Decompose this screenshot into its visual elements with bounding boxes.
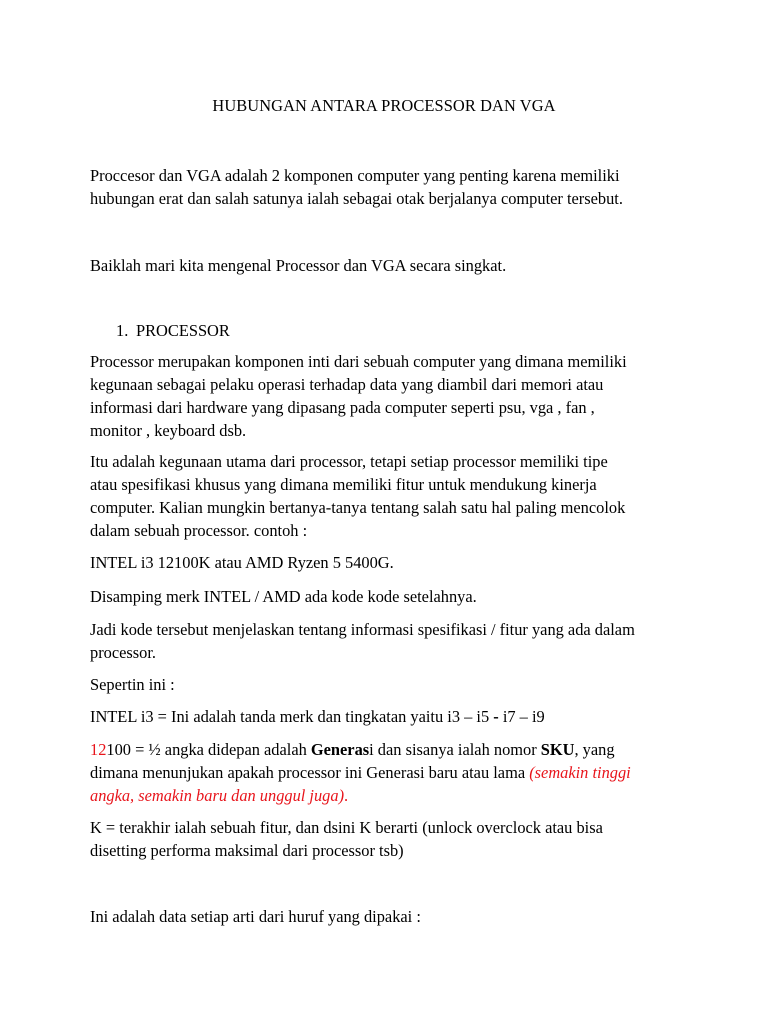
section-number: 1. bbox=[116, 321, 129, 340]
sku-bold-sku: SKU bbox=[540, 740, 575, 759]
para1-line-3: informasi dari hardware yang dipasang pada computer seperti psu, vga , fan , bbox=[90, 398, 595, 417]
intel-line bbox=[90, 705, 545, 728]
document-title: HUBUNGAN ANTARA PROCESSOR DAN VGA bbox=[212, 96, 556, 115]
sku-line-3 bbox=[90, 784, 348, 807]
para2-line-3: computer. Kalian mungkin bertanya-tanya tentang salah satu hal paling mencolok bbox=[90, 498, 626, 517]
example-line: INTEL i3 12100K atau AMD Ryzen 5 5400G. bbox=[90, 553, 394, 572]
sku-line3-end: . bbox=[344, 786, 349, 805]
sku-line-1 bbox=[90, 738, 615, 761]
para2-line-4: dalam sebuah processor. contoh : bbox=[90, 521, 308, 540]
k-para-line-2: disetting performa maksimal dari processor tsb) bbox=[90, 841, 404, 860]
sku-line2-italic: (semakin tinggi bbox=[529, 763, 631, 782]
para4-line-1: Jadi kode tersebut menjelaskan tentang informasi spesifikasi / fitur yang ada dalam bbox=[90, 620, 635, 639]
sku-line2-plain: dimana menunjukan apakah processor ini Generasi baru atau lama bbox=[90, 763, 530, 782]
para4-line-2: processor. bbox=[90, 643, 157, 662]
final-line: Ini adalah data setiap arti dari huruf yang dipakai : bbox=[90, 907, 421, 926]
sku-line3-italic: angka, semakin baru dan unggul juga) bbox=[90, 786, 345, 805]
sku-bold-generasi: Generas bbox=[310, 740, 370, 759]
sku-red-digits: 12 bbox=[90, 740, 107, 759]
sku-mid-2: , yang bbox=[574, 740, 615, 759]
para1-line-2: kegunaan sebagai pelaku operasi terhadap data yang diambil dari memori atau bbox=[90, 375, 604, 394]
intro-line-2: hubungan erat dan salah satunya ialah sebagai otak berjalanya computer tersebut. bbox=[90, 189, 623, 208]
section-heading: PROCESSOR bbox=[136, 321, 230, 340]
intro-line-1: Proccesor dan VGA adalah 2 komponen computer yang penting karena memiliki bbox=[90, 166, 620, 185]
para1-line-4: monitor , keyboard dsb. bbox=[90, 421, 247, 440]
para1-line-1: Processor merupakan komponen inti dari sebuah computer yang dimana memiliki bbox=[90, 352, 627, 371]
sku-rest: 100 = ½ angka didepan adalah bbox=[106, 740, 311, 759]
intel-line-c: i7 – i9 bbox=[498, 707, 545, 726]
intel-line-b: - bbox=[493, 707, 499, 726]
para2-line-2: atau spesifikasi khusus yang dimana memiliki fitur untuk mendukung kinerja bbox=[90, 475, 597, 494]
lead-paragraph: Baiklah mari kita mengenal Processor dan VGA secara singkat. bbox=[90, 256, 507, 275]
k-para-line-1: K = terakhir ialah sebuah fitur, dan dsini K berarti (unlock overclock atau bisa bbox=[90, 818, 603, 837]
sku-mid-1: i dan sisanya ialah nomor bbox=[369, 740, 541, 759]
para5-line: Sepertin ini : bbox=[90, 675, 175, 694]
para2-line-1: Itu adalah kegunaan utama dari processor, tetapi setiap processor memiliki tipe bbox=[90, 452, 608, 471]
intel-line-a: INTEL i3 = Ini adalah tanda merk dan tingkatan yaitu i3 – i5 bbox=[90, 707, 494, 726]
sku-line-2 bbox=[90, 761, 631, 784]
para3-line: Disamping merk INTEL / AMD ada kode kode setelahnya. bbox=[90, 587, 477, 606]
